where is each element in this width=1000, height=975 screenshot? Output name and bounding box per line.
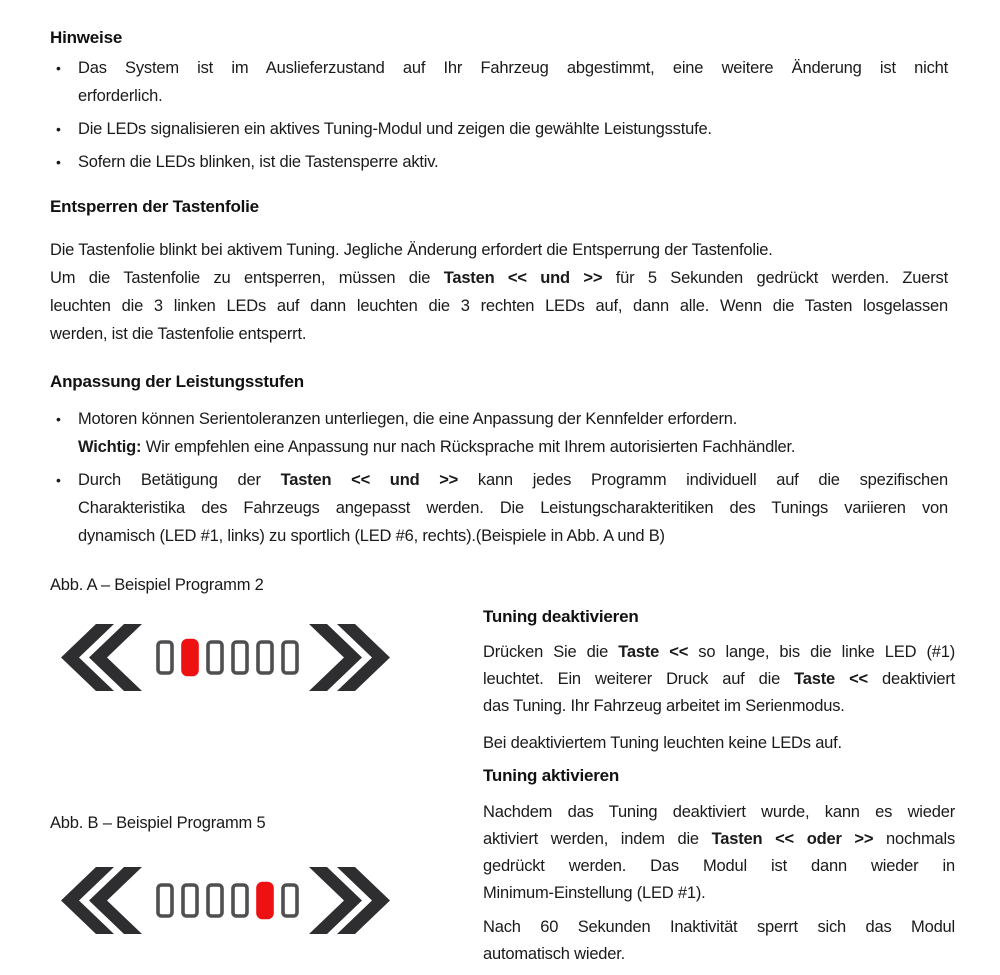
section-heading-hinweise: Hinweise xyxy=(50,28,123,47)
text: erforderlich. xyxy=(78,87,163,105)
bullet-text xyxy=(78,115,948,143)
bullet-text xyxy=(78,466,948,550)
bullet-marker: • xyxy=(56,411,61,427)
bold-text: Taste << xyxy=(794,670,868,688)
text-line xyxy=(483,880,955,907)
text-line xyxy=(78,148,948,176)
figures-column xyxy=(50,572,483,968)
section-heading-entsperren: Entsperren der Tastenfolie xyxy=(50,197,259,216)
text: Um die Tastenfolie zu entsperren, müssen die xyxy=(50,269,444,287)
active-led-2 xyxy=(183,641,197,675)
heading-tuning-deaktivieren: Tuning deaktivieren xyxy=(483,607,639,626)
text: Drücken Sie die xyxy=(483,643,619,661)
led-display-graphic xyxy=(58,865,393,936)
bullet-text xyxy=(78,405,948,461)
bullet-item xyxy=(50,405,948,461)
text-line xyxy=(78,82,948,110)
two-column-area xyxy=(50,572,956,968)
text-line xyxy=(50,236,948,264)
bullet-marker: • xyxy=(56,121,61,137)
led-3 xyxy=(208,642,222,673)
text-line xyxy=(78,494,948,522)
text-line xyxy=(483,693,955,720)
led-6 xyxy=(283,885,297,916)
text-line xyxy=(78,466,948,494)
text-line xyxy=(483,914,955,941)
text: Charakteristika des Fahrzeugs angepasst werden. Die Leistungscharakteritiken des Tunings variieren von xyxy=(78,499,948,517)
bullet-item xyxy=(50,148,948,176)
text: so lange, bis die linke LED (#1) xyxy=(688,643,955,661)
text: Das System ist im Auslieferzustand auf Ihr Fahrzeug abgestimmt, eine weitere Änderung ist nicht xyxy=(78,59,948,77)
text-line xyxy=(50,292,948,320)
text: gedrückt werden. Das Modul ist dann wieder in xyxy=(483,857,955,875)
text: Durch Betätigung der xyxy=(78,471,281,489)
text-line xyxy=(483,941,955,968)
text: deaktiviert xyxy=(867,670,955,688)
led-1 xyxy=(158,642,172,673)
text: aktiviert werden, indem die xyxy=(483,830,712,848)
led-2 xyxy=(183,885,197,916)
bold-text: Tasten << und >> xyxy=(443,269,603,287)
bullet-item xyxy=(50,115,948,143)
text: Sofern die LEDs blinken, ist die Tastensperre aktiv. xyxy=(78,153,439,171)
bold-text: Wichtig: xyxy=(78,438,142,456)
bullet-item xyxy=(50,54,948,110)
bold-text: Tasten << oder >> xyxy=(711,830,874,848)
text: leuchten die 3 linken LEDs auf dann leuchten die 3 rechten LEDs auf, dann alle. Wenn die Tasten losgelassen xyxy=(50,297,948,315)
section-heading-anpassung: Anpassung der Leistungsstufen xyxy=(50,372,304,391)
aktivieren-paragraph-2 xyxy=(483,914,955,968)
figure-a xyxy=(50,622,483,702)
figure-b xyxy=(50,865,483,945)
led-6 xyxy=(283,642,297,673)
bullet-item xyxy=(50,466,948,550)
active-led-5 xyxy=(258,884,272,918)
figure-a-caption: Abb. A – Beispiel Programm 2 xyxy=(50,576,264,594)
heading-tuning-aktivieren: Tuning aktivieren xyxy=(483,766,620,785)
led-display-graphic xyxy=(58,622,393,693)
text: Nach 60 Sekunden Inaktivität sperrt sich das Modul xyxy=(483,918,955,936)
text: Minimum-Einstellung (LED #1). xyxy=(483,884,706,902)
bullet-text xyxy=(78,148,948,176)
text-line xyxy=(78,115,948,143)
led-3 xyxy=(208,885,222,916)
text: dynamisch (LED #1, links) zu sportlich (LED #6, rechts).(Beispiele in Abb. A und B) xyxy=(78,527,665,545)
text-line xyxy=(483,799,955,826)
text: das Tuning. Ihr Fahrzeug arbeitet im Serienmodus. xyxy=(483,697,845,715)
text-line xyxy=(483,853,955,880)
text-line xyxy=(483,666,955,693)
bullet-marker: • xyxy=(56,154,61,170)
text: nochmals xyxy=(873,830,956,848)
text-line xyxy=(483,639,955,666)
deaktivieren-paragraph-1 xyxy=(483,639,955,720)
figure-b-caption: Abb. B – Beispiel Programm 5 xyxy=(50,814,266,832)
double-chevron-right-icon xyxy=(309,867,390,934)
anpassung-bullet-list xyxy=(50,405,948,550)
led-4 xyxy=(233,642,247,673)
deaktivieren-paragraph-2 xyxy=(483,730,955,757)
text: Wir empfehlen eine Anpassung nur nach Rücksprache mit Ihrem autorisierten Fachhändler. xyxy=(141,438,796,456)
hinweise-bullet-list xyxy=(50,54,948,176)
text-line xyxy=(78,522,948,550)
text: automatisch wieder. xyxy=(483,945,626,963)
text-line xyxy=(78,54,948,82)
text-line xyxy=(78,405,948,433)
text-line xyxy=(78,433,948,461)
bold-text: Tasten << und >> xyxy=(280,471,459,489)
double-chevron-left-icon xyxy=(61,624,142,691)
text-line xyxy=(50,320,948,348)
text-line xyxy=(483,826,955,853)
double-chevron-left-icon xyxy=(61,867,142,934)
text: leuchtet. Ein weiterer Druck auf die xyxy=(483,670,795,688)
aktivieren-paragraph-1 xyxy=(483,799,955,907)
bullet-text xyxy=(78,54,948,110)
led-1 xyxy=(158,885,172,916)
led-4 xyxy=(233,885,247,916)
text: Die Tastenfolie blinkt bei aktivem Tuning. Jegliche Änderung erfordert die Entsperrung der Tastenfolie. xyxy=(50,241,773,259)
bullet-marker: • xyxy=(56,60,61,76)
bullet-marker: • xyxy=(56,472,61,488)
instructions-column xyxy=(483,572,955,968)
double-chevron-right-icon xyxy=(309,624,390,691)
text: werden, ist die Tastenfolie entsperrt. xyxy=(50,325,307,343)
text: für 5 Sekunden gedrückt werden. Zuerst xyxy=(602,269,948,287)
text: kann jedes Programm individuell auf die spezifischen xyxy=(458,471,948,489)
led-5 xyxy=(258,642,272,673)
entsperren-paragraph xyxy=(50,236,948,348)
text-line xyxy=(50,264,948,292)
text: Die LEDs signalisieren ein aktives Tuning-Modul und zeigen die gewählte Leistungsstufe. xyxy=(78,120,712,138)
bold-text: Taste << xyxy=(618,643,689,661)
text: Bei deaktiviertem Tuning leuchten keine LEDs auf. xyxy=(483,734,842,752)
text: Motoren können Serientoleranzen unterliegen, die eine Anpassung der Kennfelder erfordern. xyxy=(78,410,738,428)
text: Nachdem das Tuning deaktiviert wurde, kann es wieder xyxy=(483,803,955,821)
text-line xyxy=(483,730,955,757)
